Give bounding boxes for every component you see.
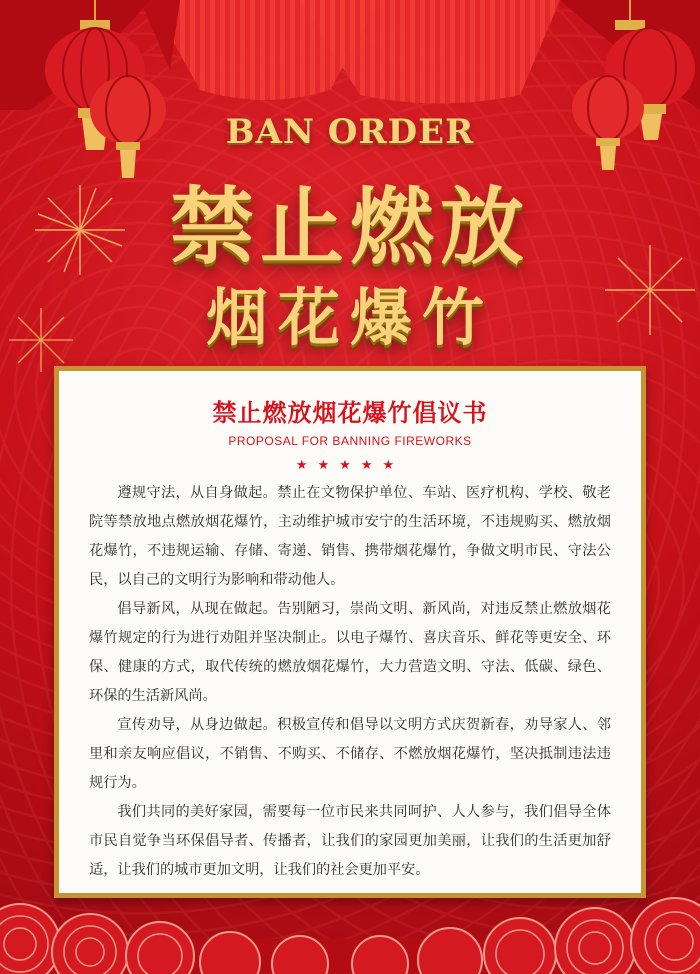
paragraph-2: 倡导新风，从现在做起。告别陋习，崇尚文明、新风尚，对违反禁止燃放烟花爆竹规定的行为进行劝阻并坚决制止。以电子爆竹、喜庆音乐、鲜花等更安全、环保、健康的方式，取代传统的燃放烟花爆竹，大力营造文明、守法、低碳、绿色、环保的生活新风尚。: [89, 601, 611, 704]
proposal-card: [54, 366, 646, 898]
cloud-decoration: [0, 844, 700, 974]
proposal-card-body: [59, 371, 641, 893]
star-divider: ★★★★★: [295, 458, 405, 473]
proposal-title-english: PROPOSAL FOR BANNING FIREWORKS: [228, 434, 472, 448]
paragraph-4: 我们共同的美好家园，需要每一位市民来共同呵护、人人参与，我们倡导全体市民自觉争当环保倡导者、传播者，让我们的家园更加美丽，让我们的生活更加舒适，让我们的城市更加文明，让我们的社会更加平安。: [89, 804, 611, 878]
paragraph-1: 遵规守法，从自身做起。禁止在文物保护单位、车站、医疗机构、学校、敬老院等禁放地点燃放烟花爆竹，主动维护城市安宁的生活环境，不违规购买、燃放烟花爆竹，不违规运输、存储、寄递、销售、携带烟花爆竹，争做文明市民、守法公民，以自己的文明行为影响和带动他人。: [89, 485, 611, 588]
subtitle-english: BAN ORDER: [225, 112, 475, 152]
page-subtitle: 烟花爆竹: [205, 281, 494, 354]
proposal-title: 禁止燃放烟花爆竹倡议书: [212, 399, 488, 427]
page-title: 禁止燃放: [169, 178, 530, 276]
proposal-text: [89, 479, 611, 885]
paragraph-3: 宣传劝导，从身边做起。积极宣传和倡导以文明方式庆贺新春，劝导家人、邻里和亲友响应倡议，不销售、不购买、不储存、不燃放烟花爆竹，坚决抵制违法违规行为。: [89, 717, 611, 791]
